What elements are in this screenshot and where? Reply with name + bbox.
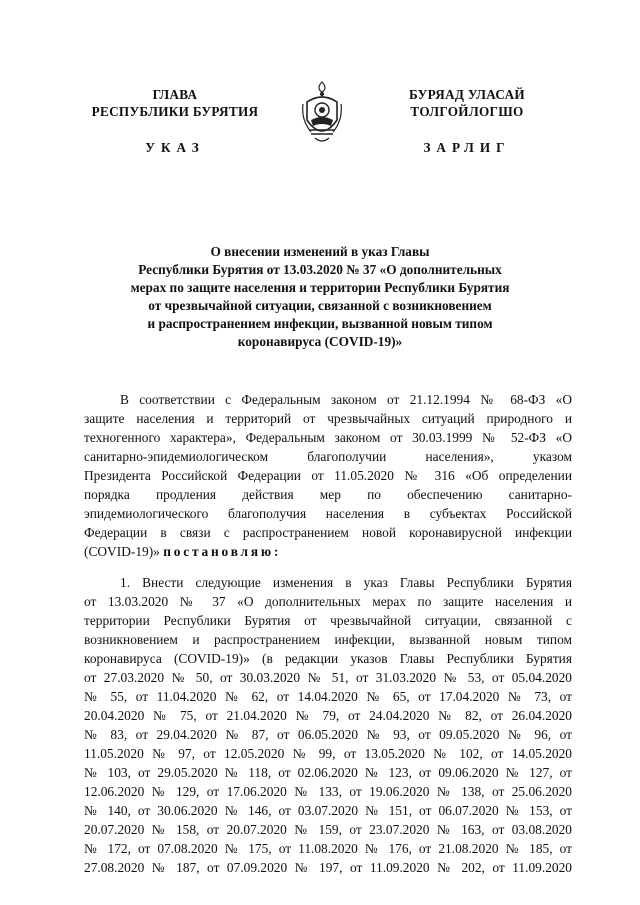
text-line: Федерации в связи с распространением новой коронавирусной инфекции [84, 525, 572, 540]
coat-of-arms-icon [297, 80, 347, 146]
text-line: 20.04.2020 № 75, от 21.04.2020 № 79, от 24.04.2020 № 82, от 26.04.2020 [84, 708, 572, 723]
text-line: 20.07.2020 № 158, от 20.07.2020 № 159, от 23.07.2020 № 163, от 03.08.2020 [84, 822, 572, 837]
text-line: защите населения и территорий от чрезвычайных ситуаций природного и [84, 411, 572, 426]
text-line [84, 542, 572, 561]
document-title [60, 243, 580, 351]
text-line: 12.06.2020 № 129, от 17.06.2020 № 133, от 19.06.2020 № 138, от 25.06.2020 [84, 784, 572, 799]
text-line: порядка продления действия мер по обеспечению санитарно- [84, 487, 572, 502]
text-line: 11.05.2020 № 97, от 12.05.2020 № 99, от 13.05.2020 № 102, от 14.05.2020 [84, 746, 572, 761]
title-line: Республики Бурятия от 13.03.2020 № 37 «О дополнительных [138, 262, 502, 277]
text-line: № 83, от 29.04.2020 № 87, от 06.05.2020 № 93, от 09.05.2020 № 96, от [84, 727, 572, 742]
header-right-line2: ТОЛГОЙЛОГШО [410, 104, 524, 119]
header-right-line1: БУРЯАД УЛАСАЙ [409, 87, 525, 102]
text-line: В соответствии с Федеральным законом от 21.12.1994 № 68-ФЗ «О [120, 392, 572, 407]
text-line: № 172, от 07.08.2020 № 175, от 11.08.2020 № 176, от 21.08.2020 № 185, от [84, 841, 572, 856]
title-line: и распространением инфекции, вызванной новым типом [147, 316, 493, 331]
text-line: 1. Внести следующие изменения в указ Главы Республики Бурятия [120, 575, 572, 590]
header-left-line2: РЕСПУБЛИКИ БУРЯТИЯ [91, 104, 259, 119]
text-line: от 27.03.2020 № 50, от 30.03.2020 № 51, от 31.03.2020 № 53, от 05.04.2020 [84, 670, 572, 685]
text-line: территории Республики Бурятия от чрезвычайной ситуации, связанной с [84, 613, 572, 628]
doc-type-right: ЗАРЛИГ [423, 140, 511, 155]
title-line: коронавируса (COVID-19)» [237, 334, 403, 349]
resolve-word: постановляю: [163, 544, 282, 559]
text-line: от 13.03.2020 № 37 «О дополнительных мерах по защите населения и [84, 594, 572, 609]
text-line: 27.08.2020 № 187, от 07.09.2020 № 197, от 11.09.2020 № 202, от 11.09.2020 [84, 860, 572, 875]
text-line: коронавируса (COVID-19)» (в редакции указов Главы Республики Бурятия [84, 651, 572, 666]
text-fragment: (COVID-19)» [84, 544, 160, 559]
title-line: мерах по защите населения и территории Республики Бурятия [130, 280, 510, 295]
doc-type-left: УКАЗ [145, 140, 205, 155]
header-right [352, 86, 582, 120]
title-line: от чрезвычайной ситуации, связанной с возникновением [148, 298, 492, 313]
text-line: № 103, от 29.05.2020 № 118, от 02.06.2020 № 123, от 09.06.2020 № 127, от [84, 765, 572, 780]
text-line: санитарно-эпидемиологическом благополучии населения», указом [84, 449, 572, 464]
header-left-line1: ГЛАВА [152, 87, 198, 102]
text-line: № 55, от 11.04.2020 № 62, от 14.04.2020 № 65, от 17.04.2020 № 73, от [84, 689, 572, 704]
text-line: техногенного характера», Федеральным законом от 30.03.1999 № 52-ФЗ «О [84, 430, 572, 445]
text-line: возникновением и распространением инфекции, вызванной новым типом [84, 632, 572, 647]
document-body [84, 390, 572, 877]
title-line: О внесении изменений в указ Главы [210, 244, 430, 259]
header-left [60, 86, 290, 120]
text-line: Президента Российской Федерации от 11.05.2020 № 316 «Об определении [84, 468, 572, 483]
paragraph-item-1 [84, 573, 572, 877]
text-line: № 140, от 30.06.2020 № 146, от 03.07.2020 № 151, от 06.07.2020 № 153, от [84, 803, 572, 818]
text-line: эпидемиологического благополучия населения в субъектах Российской [84, 506, 572, 521]
paragraph-preamble [84, 390, 572, 561]
